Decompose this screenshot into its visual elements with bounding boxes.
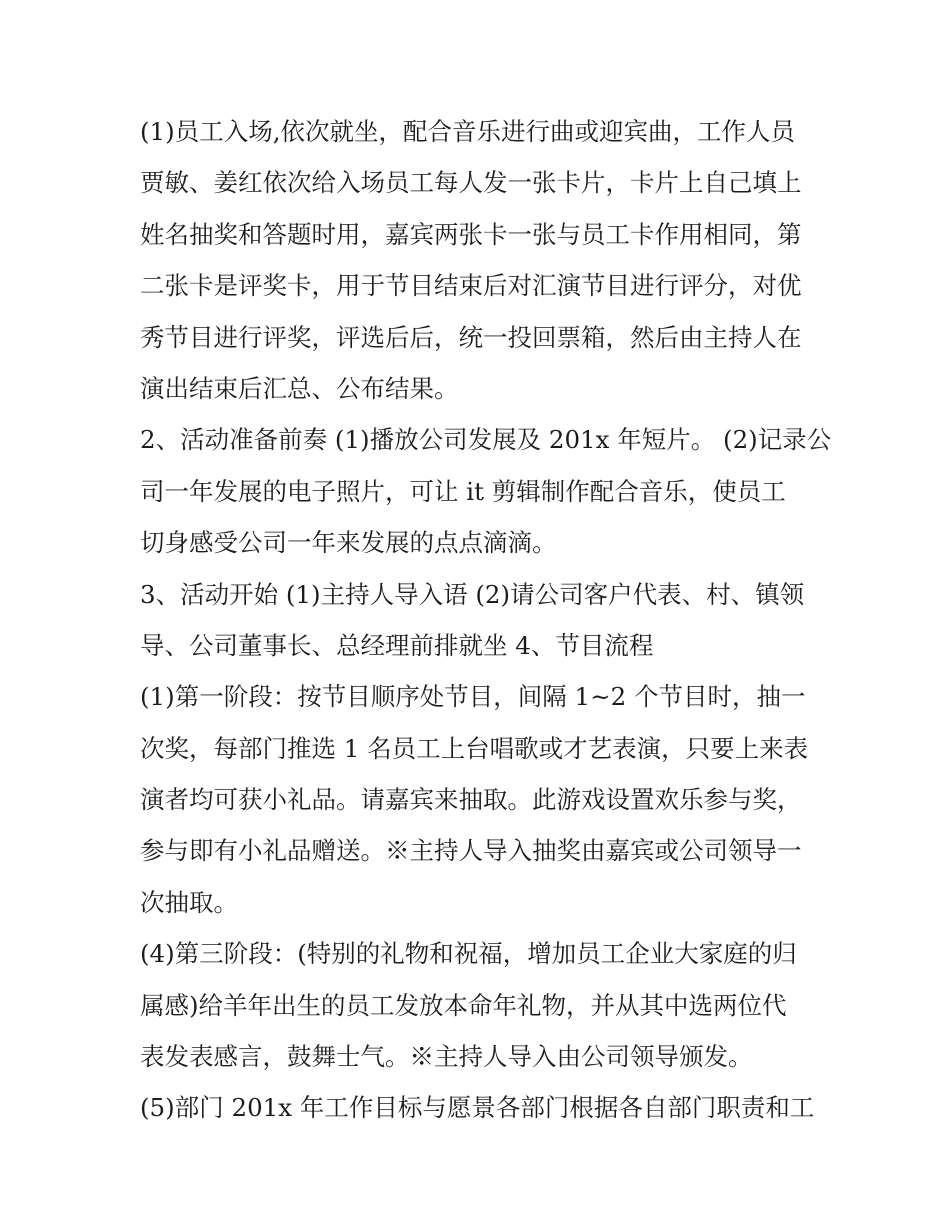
text-line: (5)部门 201x 年工作目标与愿景各部门根据各自部门职责和工 <box>140 1093 815 1123</box>
text-line: 3、活动开始 (1)主持人导入语 (2)请公司客户代表、村、镇领 <box>140 579 805 609</box>
text-line: 姓名抽奖和答题时用，嘉宾两张卡一张与员工卡作用相同，第 <box>140 219 802 249</box>
paragraph-department-goals <box>140 1082 820 1133</box>
text-line: 属感)给羊年出生的员工发放本命年礼物，并从其中选两位代 <box>140 990 787 1020</box>
text-line: 导、公司董事长、总经理前排就坐 4、节目流程 <box>140 630 654 660</box>
text-line: 次抽取。 <box>140 887 238 917</box>
paragraph-preparation <box>140 414 832 568</box>
paragraph-activity-start <box>140 569 820 672</box>
paragraph-stage-three <box>140 928 820 1082</box>
text-line: 演出结束后汇总、公布结果。 <box>140 373 459 403</box>
paragraph-entry-process <box>140 106 820 414</box>
text-line: 2、活动准备前奏 (1)播放公司发展及 201x 年短片。 (2)记录公 <box>140 425 832 455</box>
text-line: 表发表感言，鼓舞士气。※主持人导入由公司领导颁发。 <box>140 1042 753 1072</box>
text-line: (1)第一阶段：按节目顺序处节目，间隔 1~2 个节目时，抽一 <box>140 682 806 712</box>
text-line: (4)第三阶段：(特别的礼物和祝福，增加员工企业大家庭的归 <box>140 939 797 969</box>
text-line: 贾敏、姜红依次给入场员工每人发一张卡片，卡片上自己填上 <box>140 168 802 198</box>
text-line: 二张卡是评奖卡，用于节目结束后对汇演节目进行评分，对优 <box>140 271 802 301</box>
paragraph-stage-one <box>140 671 820 928</box>
text-line: 次奖，每部门推选 1 名员工上台唱歌或才艺表演，只要上来表 <box>140 733 809 763</box>
text-line: 参与即有小礼品赠送。※主持人导入抽奖由嘉宾或公司领导一 <box>140 836 802 866</box>
document-body <box>140 106 832 1134</box>
text-line: 司一年发展的电子照片，可让 it 剪辑制作配合音乐，使员工 <box>140 476 786 506</box>
text-line: 秀节目进行评奖，评选后后，统一投回票箱，然后由主持人在 <box>140 322 802 352</box>
text-line: (1)员工入场,依次就坐，配合音乐进行曲或迎宾曲，工作人员 <box>140 117 795 146</box>
text-line: 演者均可获小礼品。请嘉宾来抽取。此游戏设置欢乐参与奖， <box>140 785 802 815</box>
text-line: 切身感受公司一年来发展的点点滴滴。 <box>140 528 557 558</box>
